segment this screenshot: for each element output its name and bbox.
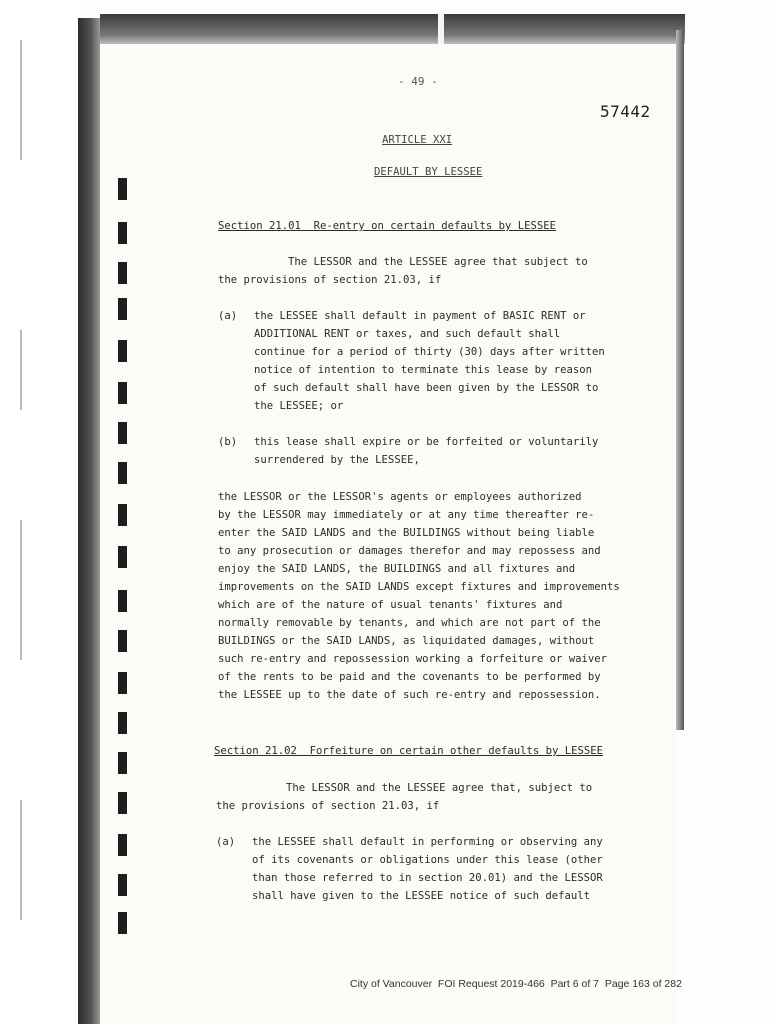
punch-hole (118, 222, 127, 244)
top-scan-gap (438, 14, 444, 44)
article-title: DEFAULT BY LESSEE (374, 166, 483, 178)
section-21-02-clause-a-line: than those referred to in section 20.01) and the LESSOR (252, 872, 603, 884)
edge-mark (20, 330, 22, 410)
section-21-01-body-line: enjoy the SAID LANDS, the BUILDINGS and all fixtures and (218, 563, 576, 575)
section-21-02-clause-a-label: (a) (216, 836, 236, 848)
section-21-01-body-line: normally removable by tenants, and which are not part of the (218, 617, 601, 629)
section-21-01-body-line: which are of the nature of usual tenants' fixtures and (218, 599, 563, 611)
top-scan-shadow (100, 14, 685, 44)
punch-hole (118, 462, 127, 484)
section-21-01-body-line: improvements on the SAID LANDS except fixtures and improvements (218, 581, 620, 593)
section-21-01-body-line: BUILDINGS or the SAID LANDS, as liquidated damages, without (218, 635, 595, 647)
punch-hole (118, 504, 127, 526)
section-21-01-clause-a-line: of such default shall have been given by the LESSOR to (254, 382, 599, 394)
punch-hole (118, 874, 127, 896)
section-21-01-body-line: such re-entry and repossession working a forfeiture or waiver (218, 653, 608, 665)
section-21-01-body-line: enter the SAID LANDS and the BUILDINGS without being liable (218, 527, 595, 539)
section-21-01-intro-line: the provisions of section 21.03, if (218, 274, 442, 286)
section-21-01-clause-a-line: the LESSEE; or (254, 400, 344, 412)
punch-hole (118, 178, 127, 200)
edge-mark (20, 40, 22, 160)
section-21-02-clause-a-line: shall have given to the LESSEE notice of such default (252, 890, 591, 902)
section-21-01-clause-a-line: continue for a period of thirty (30) days after written (254, 346, 605, 358)
edge-mark (20, 800, 22, 920)
section-21-01-clause-a-line: notice of intention to terminate this lease by reason (254, 364, 593, 376)
article-number: ARTICLE XXI (382, 134, 453, 146)
punch-hole (118, 630, 127, 652)
section-21-01-body-line: the LESSOR or the LESSOR's agents or employees authorized (218, 491, 582, 503)
punch-hole (118, 298, 127, 320)
edge-mark (20, 520, 22, 660)
punch-hole (118, 590, 127, 612)
section-21-02-heading: Section 21.02 Forfeiture on certain other defaults by LESSEE (214, 745, 604, 757)
punch-hole (118, 546, 127, 568)
section-21-02-clause-a-line: of its covenants or obligations under this lease (other (252, 854, 603, 866)
section-21-01-clause-a-line: ADDITIONAL RENT or taxes, and such default shall (254, 328, 561, 340)
section-21-01-clause-b-line: surrendered by the LESSEE, (254, 454, 420, 466)
section-21-01-body-line: the LESSEE up to the date of such re-entry and repossession. (218, 689, 601, 701)
punch-hole (118, 672, 127, 694)
punch-hole (118, 834, 127, 856)
section-21-01-clause-a-label: (a) (218, 310, 238, 322)
binder-shadow (78, 18, 100, 1024)
section-21-01-body-line: to any prosecution or damages therefor and may repossess and (218, 545, 601, 557)
punch-hole (118, 792, 127, 814)
punch-hole (118, 262, 127, 284)
punch-hole (118, 422, 127, 444)
punch-hole (118, 752, 127, 774)
section-21-02-intro-line: The LESSOR and the LESSEE agree that, subject to (286, 782, 593, 794)
punch-hole (118, 912, 127, 934)
document-number: 57442 (600, 102, 651, 121)
section-21-01-body-line: by the LESSOR may immediately or at any time thereafter re- (218, 509, 595, 521)
section-21-01-clause-a-line: the LESSEE shall default in payment of BASIC RENT or (254, 310, 586, 322)
page-number: - 49 - (398, 75, 438, 88)
page-footer: City of Vancouver FOI Request 2019-466 Part 6 of 7 Page 163 of 282 (350, 978, 682, 990)
scan-margin (0, 0, 80, 1024)
section-21-01-clause-b-label: (b) (218, 436, 238, 448)
section-21-02-clause-a-line: the LESSEE shall default in performing or observing any (252, 836, 603, 848)
section-21-01-heading: Section 21.01 Re-entry on certain defaults by LESSEE (218, 220, 557, 232)
punch-hole (118, 340, 127, 362)
section-21-01-body-line: of the rents to be paid and the covenants to be performed by (218, 671, 601, 683)
section-21-02-intro-line: the provisions of section 21.03, if (216, 800, 440, 812)
punch-hole (118, 382, 127, 404)
right-scan-shadow (676, 30, 684, 730)
punch-hole (118, 712, 127, 734)
section-21-01-clause-b-line: this lease shall expire or be forfeited or voluntarily (254, 436, 599, 448)
section-21-01-intro-line: The LESSOR and the LESSEE agree that subject to (288, 256, 588, 268)
